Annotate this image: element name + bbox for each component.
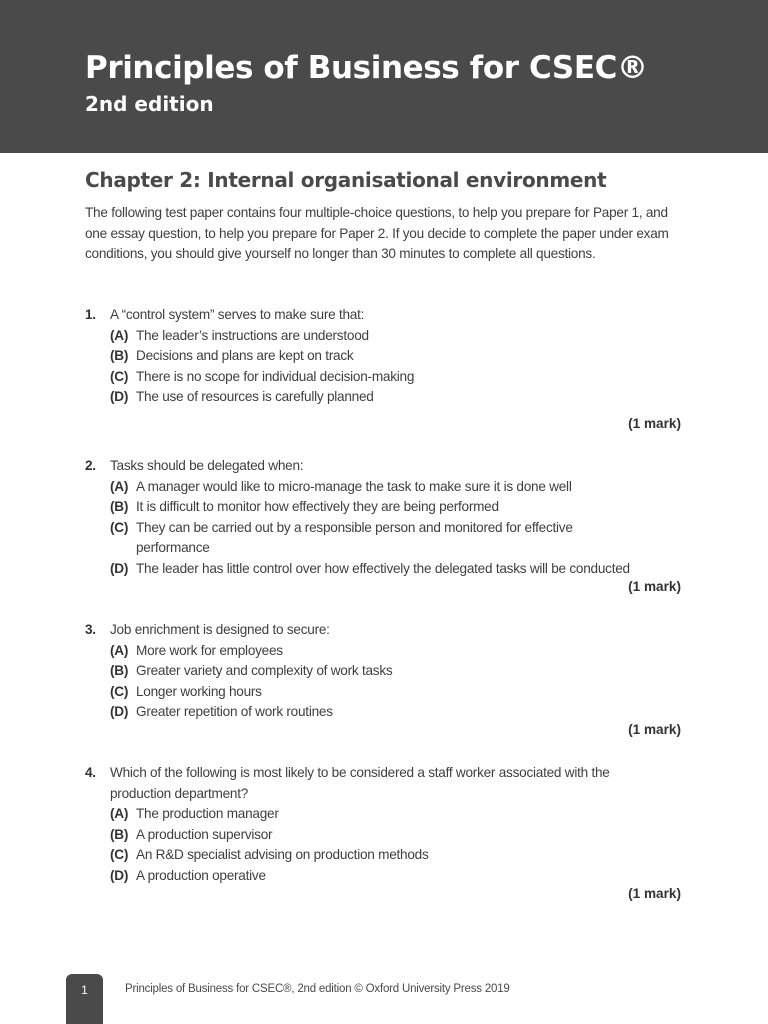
page-number: 1 <box>81 983 88 997</box>
intro-paragraph: The following test paper contains four multiple-choice questions, to help you prepare for Paper 1, and one essay question, to help you prepare for Paper 2. If you decide to complete the paper under exam conditions, you should give yourself no longer than 30 minutes to complete all questions. <box>85 205 669 262</box>
option-text: Longer working hours <box>136 683 262 699</box>
question-number: 4. <box>85 765 96 780</box>
option-label: (A) <box>110 327 129 343</box>
option-label: (B) <box>110 826 129 842</box>
option-label: (D) <box>110 704 129 720</box>
chapter-title: Chapter 2: Internal organisational environment <box>85 168 607 192</box>
option-label: (A) <box>110 806 129 822</box>
option-d <box>110 866 685 887</box>
option-label: (B) <box>110 499 129 515</box>
footer-copyright: Principles of Business for CSEC®, 2nd edition © Oxford University Press 2019 <box>125 983 510 995</box>
option-label: (D) <box>110 867 129 883</box>
question-number: 1. <box>85 307 96 322</box>
question-stem: Tasks should be delegated when: <box>110 458 304 473</box>
mark-label: (1 mark) <box>628 579 681 594</box>
option-c <box>110 682 685 703</box>
option-b <box>110 346 685 367</box>
option-c <box>110 845 685 866</box>
option-label: (A) <box>110 478 129 494</box>
option-label: (B) <box>110 348 129 364</box>
option-label: (C) <box>110 847 129 863</box>
option-text: It is difficult to monitor how effectively they are being performed <box>136 499 499 515</box>
book-title: Principles of Business for CSEC® <box>85 50 648 86</box>
option-b <box>110 661 685 682</box>
option-c <box>110 367 685 388</box>
book-edition: 2nd edition <box>85 92 214 116</box>
option-label: (C) <box>110 519 129 535</box>
option-text: Decisions and plans are kept on track <box>136 348 354 364</box>
option-c <box>110 518 685 559</box>
mark-label: (1 mark) <box>628 416 681 431</box>
option-label: (A) <box>110 642 129 658</box>
question-1 <box>85 305 685 408</box>
option-text: There is no scope for individual decision-making <box>136 368 415 384</box>
option-text: A production supervisor <box>136 826 273 842</box>
header-band <box>0 0 768 153</box>
option-d <box>110 387 685 408</box>
option-text: The production manager <box>136 806 279 822</box>
question-4 <box>85 763 685 887</box>
option-label: (B) <box>110 663 129 679</box>
option-text: More work for employees <box>136 642 283 658</box>
option-a <box>110 641 685 662</box>
option-label: (D) <box>110 560 129 576</box>
question-2 <box>85 456 685 580</box>
option-text: Greater variety and complexity of work tasks <box>136 663 393 679</box>
mark-label: (1 mark) <box>628 886 681 901</box>
question-stem: Which of the following is most likely to be considered a staff worker associated with the production department? <box>110 765 610 801</box>
option-text: A manager would like to micro-manage the task to make sure it is done well <box>136 478 572 494</box>
question-stem: Job enrichment is designed to secure: <box>110 622 330 637</box>
option-text: The leader has little control over how effectively the delegated tasks will be conducted <box>136 560 630 576</box>
question-number: 2. <box>85 458 96 473</box>
question-3 <box>85 620 685 723</box>
option-b <box>110 825 685 846</box>
option-a <box>110 326 685 347</box>
option-label: (C) <box>110 368 129 384</box>
option-b <box>110 497 685 518</box>
option-text: A production operative <box>136 867 266 883</box>
mark-label: (1 mark) <box>628 722 681 737</box>
option-text: The leader’s instructions are understood <box>136 327 369 343</box>
option-label: (C) <box>110 683 129 699</box>
option-text: They can be carried out by a responsible person and monitored for effective performance <box>136 519 573 556</box>
option-d <box>110 559 685 580</box>
option-text: The use of resources is carefully planned <box>136 389 374 405</box>
question-number: 3. <box>85 622 96 637</box>
option-text: Greater repetition of work routines <box>136 704 333 720</box>
option-text: An R&D specialist advising on production methods <box>136 847 429 863</box>
page-number-tab <box>66 974 103 1024</box>
option-d <box>110 702 685 723</box>
option-a <box>110 804 685 825</box>
question-stem: A “control system” serves to make sure that: <box>110 307 365 322</box>
option-a <box>110 477 685 498</box>
option-label: (D) <box>110 389 129 405</box>
